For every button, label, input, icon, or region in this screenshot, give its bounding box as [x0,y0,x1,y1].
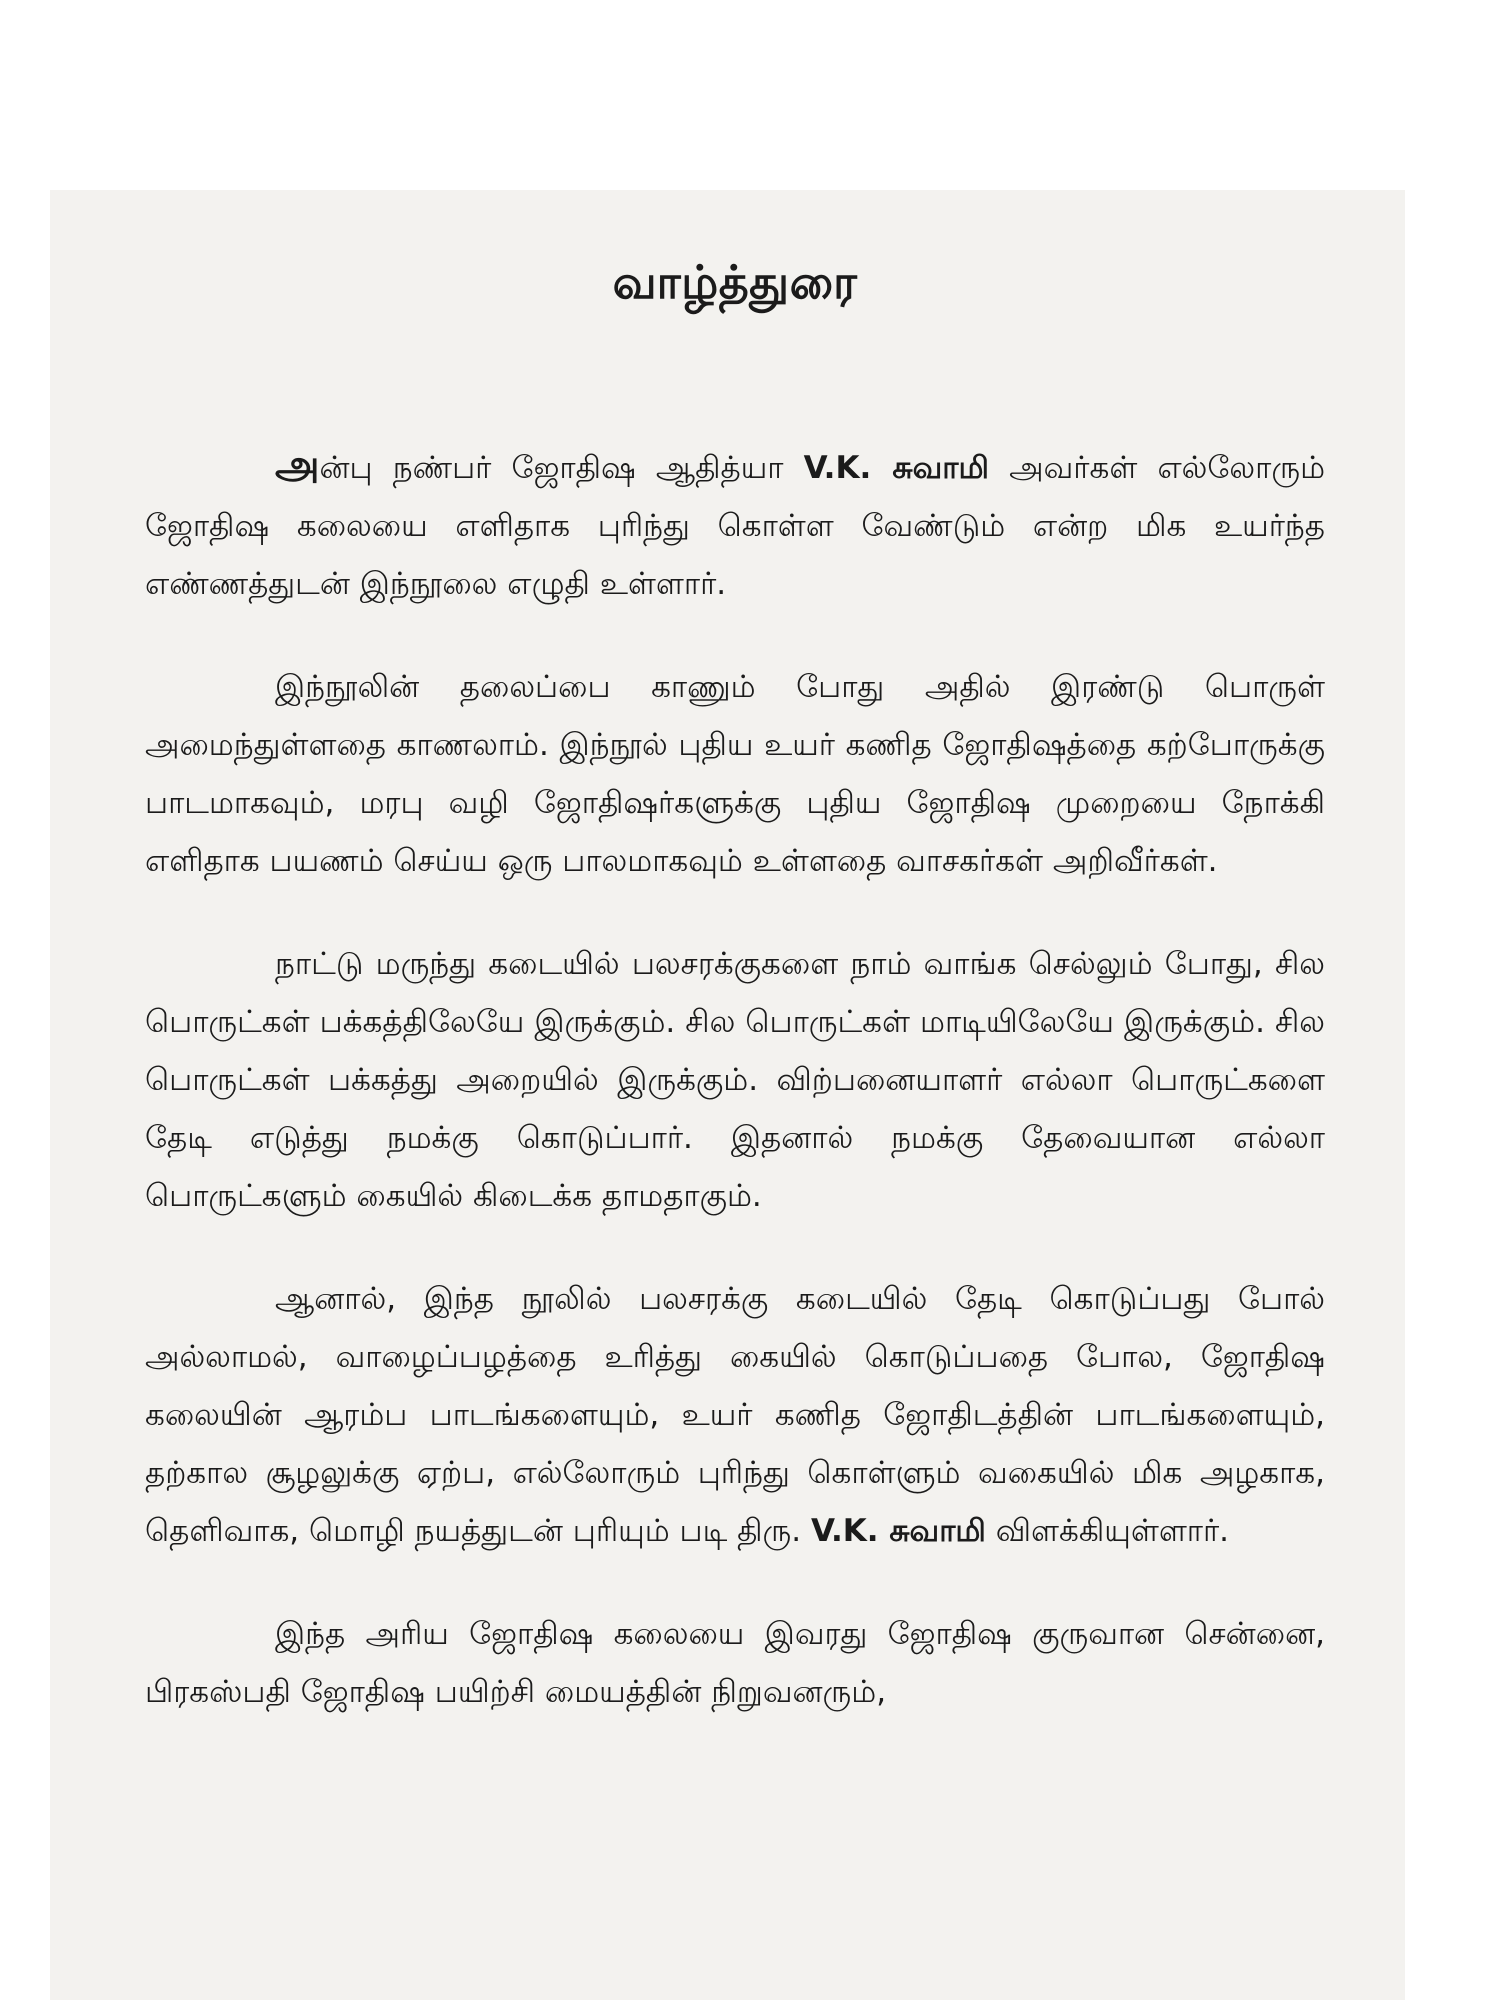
paragraph-5: இந்த அரிய ஜோதிஷ கலையை இவரது ஜோதிஷ குருவான சென்னை, பிரகஸ்பதி ஜோதிஷ பயிற்சி மையத்தின் நிறுவனரும், [145,1616,1325,1710]
paragraph-4-text-a: ஆனால், இந்த நூலில் பலசரக்கு கடையில் தேடி கொடுப்பது போல் அல்லாமல், வாழைப்பழத்தை உரித்து கையில் கொடுப்பதை போல, ஜோதிஷ கலையின் ஆரம்ப பாடங்களையும், உயர் கணித ஜோதிடத்தின் பாடங்களையும், தற்கால சூழலுக்கு ஏற்ப, எல்லோரும் புரிந்து கொள்ளும் வகையில் மிக அழகாக, தெளிவாக, மொழி நயத்துடன் புரியும் படி திரு. [145,1281,1325,1549]
author-name: V.K. சுவாமி [803,450,989,486]
paragraph-1-text-b: அவர்கள் எல்லோரும் ஜோதிஷ கலையை எளிதாக புரிந்து கொள்ள வேண்டும் என்ற மிக உயர்ந்த எண்ணத்துடன் இந்நூலை எழுதி உள்ளார். [145,450,1326,602]
paragraph-3: நாட்டு மருந்து கடையில் பலசரக்குகளை நாம் வாங்க செல்லும் போது, சில பொருட்கள் பக்கத்திலேயே இருக்கும். சில பொருட்கள் மாடியிலேயே இருக்கும். சில பொருட்கள் பக்கத்து அறையில் இருக்கும். விற்பனையாளர் எல்லா பொருட்களை தேடி எடுத்து நமக்கு கொடுப்பார். இதனால் நமக்கு தேவையான எல்லா பொருட்களும் கையில் கிடைக்க தாமதாகும். [145,946,1325,1214]
paragraph-4-text-b: விளக்கியுள்ளார். [985,1513,1230,1549]
author-name: V.K. சுவாமி [810,1513,986,1549]
paragraph-4 [145,1270,1325,1560]
drop-cap-letter: அ [275,442,320,488]
page-content [145,255,1325,1766]
book-page [50,190,1405,2000]
page-title: வாழ்த்துரை [612,255,858,309]
paragraph-2: இந்நூலின் தலைப்பை காணும் போது அதில் இரண்டு பொருள் அமைந்துள்ளதை காணலாம். இந்நூல் புதிய உயர் கணித ஜோதிஷத்தை கற்போருக்கு பாடமாகவும், மரபு வழி ஜோதிஷர்களுக்கு புதிய ஜோதிஷ முறையை நோக்கி எளிதாக பயணம் செய்ய ஒரு பாலமாகவும் உள்ளதை வாசகர்கள் அறிவீர்கள். [145,669,1325,879]
paragraph-1-text-a: ன்பு நண்பர் ஜோதிஷ ஆதித்யா [319,450,804,486]
paragraph-1 [145,436,1325,613]
